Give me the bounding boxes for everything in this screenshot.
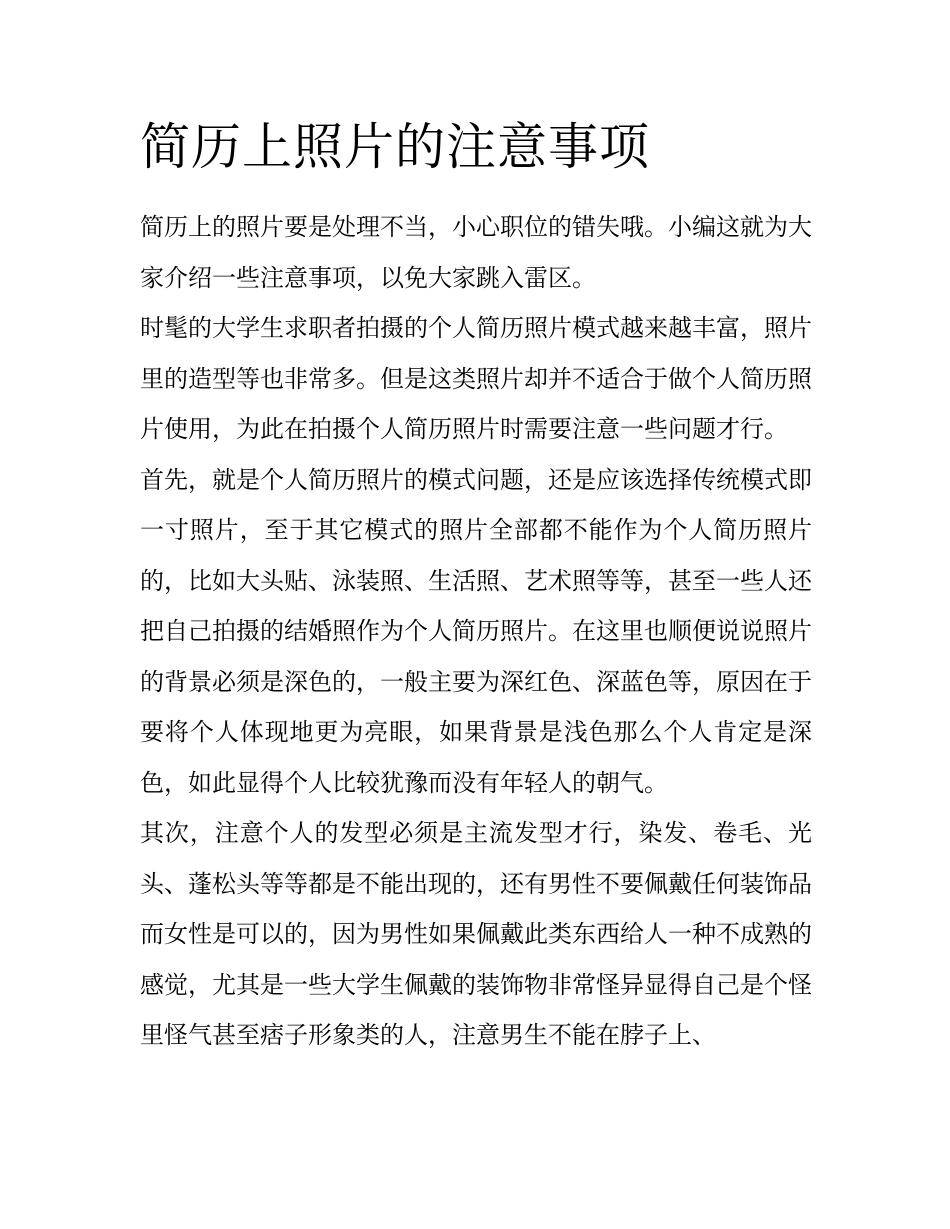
paragraph-second-point: 其次，注意个人的发型必须是主流发型才行，染发、卷毛、光头、蓬松头等等都是不能出现的，还有男性不要佩戴任何装饰品而女性是可以的，因为男性如果佩戴此类东西给人一种不成熟的感觉，尤其是一些大学生佩戴的装饰物非常怪异显得自己是个怪里怪气甚至痞子形象类的人，注意男生不能在脖子上、 — [140, 819, 812, 1049]
paragraph-first-point: 首先，就是个人简历照片的模式问题，还是应该选择传统模式即一寸照片，至于其它模式的照片全部都不能作为个人简历照片的，比如大头贴、泳装照、生活照、艺术照等等，甚至一些人还把自己拍摄的结婚照作为个人简历照片。在这里也顺便说说照片的背景必须是深色的，一般主要为深红色、深蓝色等，原因在于要将个人体现地更为亮眼，如果背景是浅色那么个人肯定是深色，如此显得个人比较犹豫而没有年轻人的朝气。 — [140, 465, 812, 797]
document-title: 简历上照片的注意事项 — [140, 118, 650, 176]
document-body — [140, 114, 812, 1061]
paragraph-intro: 简历上的照片要是处理不当，小心职位的错失哦。小编这就为大家介绍一些注意事项，以免大家跳入雷区。 — [140, 213, 812, 292]
paragraph-photo-style: 时髦的大学生求职者拍摄的个人简历照片模式越来越丰富，照片里的造型等也非常多。但是这类照片却并不适合于做个人简历照片使用，为此在拍摄个人简历照片时需要注意一些问题才行。 — [140, 314, 812, 443]
